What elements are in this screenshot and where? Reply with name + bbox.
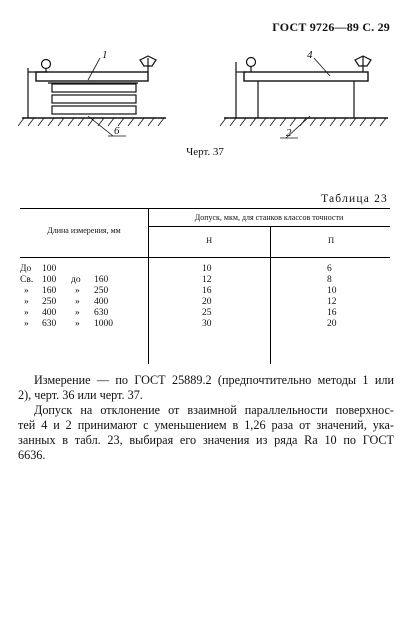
right-drawing bbox=[220, 56, 388, 138]
paragraph-measurement: Измерение — по ГОСТ 25889.2 (предпочтительно методы 1 или 2), черт. 36 или черт. 37. bbox=[18, 373, 394, 402]
tolerance-column-header: Допуск, мкм, для станков классов точности bbox=[194, 213, 344, 222]
table-row: До 100 10 6 bbox=[20, 264, 332, 274]
class-p-header: П bbox=[328, 235, 335, 245]
left-label-6: 6 bbox=[114, 125, 120, 137]
table-title: Таблица 23 bbox=[321, 193, 388, 205]
right-label-4: 4 bbox=[307, 50, 313, 61]
table-header bbox=[20, 208, 390, 258]
table-body bbox=[20, 258, 390, 370]
left-label-1: 1 bbox=[102, 50, 108, 61]
table-row: » 250 » 400 20 12 bbox=[24, 297, 337, 307]
length-column-header: Длина измерения, мм bbox=[47, 226, 121, 235]
figure-37 bbox=[18, 50, 398, 150]
figure-caption: Черт. 37 bbox=[186, 146, 224, 158]
tolerance-table bbox=[20, 208, 390, 370]
paragraph-tolerance: Допуск на отклонение от взаимной параллельности поверхнос- тей 4 и 2 принимают с уменьшением в 1,26 раза от значений, ука- занных в табл. 23, выбирая его значения из ряда Ra 10 по ГОСТ 6636. bbox=[18, 403, 394, 462]
body-text bbox=[18, 373, 394, 463]
right-label-2: 2 bbox=[286, 127, 292, 139]
class-n-header: Н bbox=[206, 235, 213, 245]
left-drawing bbox=[18, 56, 166, 136]
table-row: Св. 100 до 160 12 8 bbox=[20, 275, 332, 285]
table-row: » 400 » 630 25 16 bbox=[24, 308, 337, 318]
table-row: » 160 » 250 16 10 bbox=[24, 286, 337, 296]
table-row: » 630 » 1000 30 20 bbox=[24, 319, 337, 329]
page-header: ГОСТ 9726—89 С. 29 bbox=[272, 20, 390, 34]
